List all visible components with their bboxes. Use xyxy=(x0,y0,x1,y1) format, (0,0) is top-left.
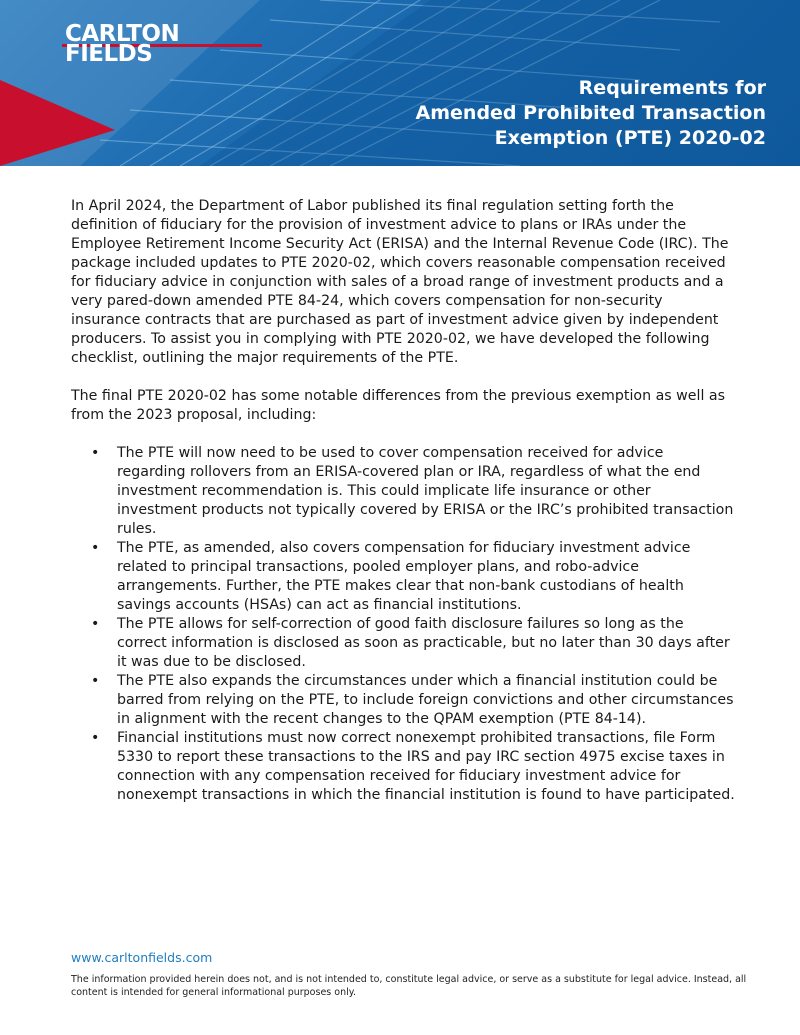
bullet-icon: • xyxy=(91,616,100,632)
legal-disclaimer: The information provided herein does not, and is not intended to, constitute legal advice, or serve as a substitute for legal advice. Instead, all content is intended for general informational purposes only. xyxy=(71,974,747,998)
list-item-text: The PTE also expands the circumstances under which a financial institution could be barred from relying on the PTE, to include foreign convictions and other circumstances in alignment with the recent changes to the QPAM exemption (PTE 84-14). xyxy=(117,673,734,727)
website-link[interactable]: www.carltonfields.com xyxy=(71,950,213,965)
list-item-text: The PTE will now need to be used to cover compensation received for advice regarding rollovers from an ERISA-covered plan or IRA, regardless of what the end investment recommendation is. This could implicate life insurance or other investment products not typically covered by ERISA or the IRC’s prohibited transaction rules. xyxy=(117,445,734,537)
bullet-icon: • xyxy=(91,730,100,746)
list-item xyxy=(91,729,735,805)
list-item xyxy=(91,444,735,539)
bullet-icon: • xyxy=(91,540,100,556)
document-body xyxy=(71,197,735,805)
logo-line-1: CARLTON xyxy=(65,21,180,47)
carlton-fields-logo xyxy=(65,21,180,67)
title-line-3: Exemption (PTE) 2020-02 xyxy=(494,127,766,149)
list-item-text: Financial institutions must now correct nonexempt prohibited transactions, file Form 5330 to report these transactions to the IRS and pay IRC section 4975 excise taxes in connection with any compensation received for fiduciary investment advice for nonexempt transactions in which the financial institution is found to have participated. xyxy=(117,730,735,803)
logo-line-2: FIELDS xyxy=(65,41,153,67)
list-item-text: The PTE allows for self-correction of good faith disclosure failures so long as the correct information is disclosed as soon as practicable, but no later than 30 days after it was due to be disclosed. xyxy=(117,616,730,670)
header-banner xyxy=(0,0,800,166)
list-item xyxy=(91,615,735,672)
intro-paragraph: In April 2024, the Department of Labor published its final regulation setting forth the definition of fiduciary for the provision of investment advice to plans or IRAs under the Employee Retirement Income Security Act (ERISA) and the Internal Revenue Code (IRC). The package included updates to PTE 2020-02, which covers reasonable compensation received for fiduciary advice in conjunction with sales of a broad range of investment products and a very pared-down amended PTE 84-24, which covers compensation for non-security insurance contracts that are purchased as part of investment advice given by independent producers. To assist you in complying with PTE 2020-02, we have developed the following checklist, outlining the major requirements of the PTE. xyxy=(71,198,729,366)
title-line-1: Requirements for xyxy=(578,77,766,99)
bullet-icon: • xyxy=(91,673,100,689)
list-item xyxy=(91,539,735,615)
document-title xyxy=(326,76,766,151)
differences-lead-paragraph: The final PTE 2020-02 has some notable differences from the previous exemption as well as from the 2023 proposal, including: xyxy=(71,388,725,423)
title-line-2: Amended Prohibited Transaction xyxy=(415,102,766,124)
bullet-icon: • xyxy=(91,445,100,461)
differences-list xyxy=(71,444,735,805)
list-item xyxy=(91,672,735,729)
list-item-text: The PTE, as amended, also covers compensation for fiduciary investment advice related to principal transactions, pooled employer plans, and robo-advice arrangements. Further, the PTE makes clear that non-bank custodians of health savings accounts (HSAs) can act as financial institutions. xyxy=(117,540,691,613)
